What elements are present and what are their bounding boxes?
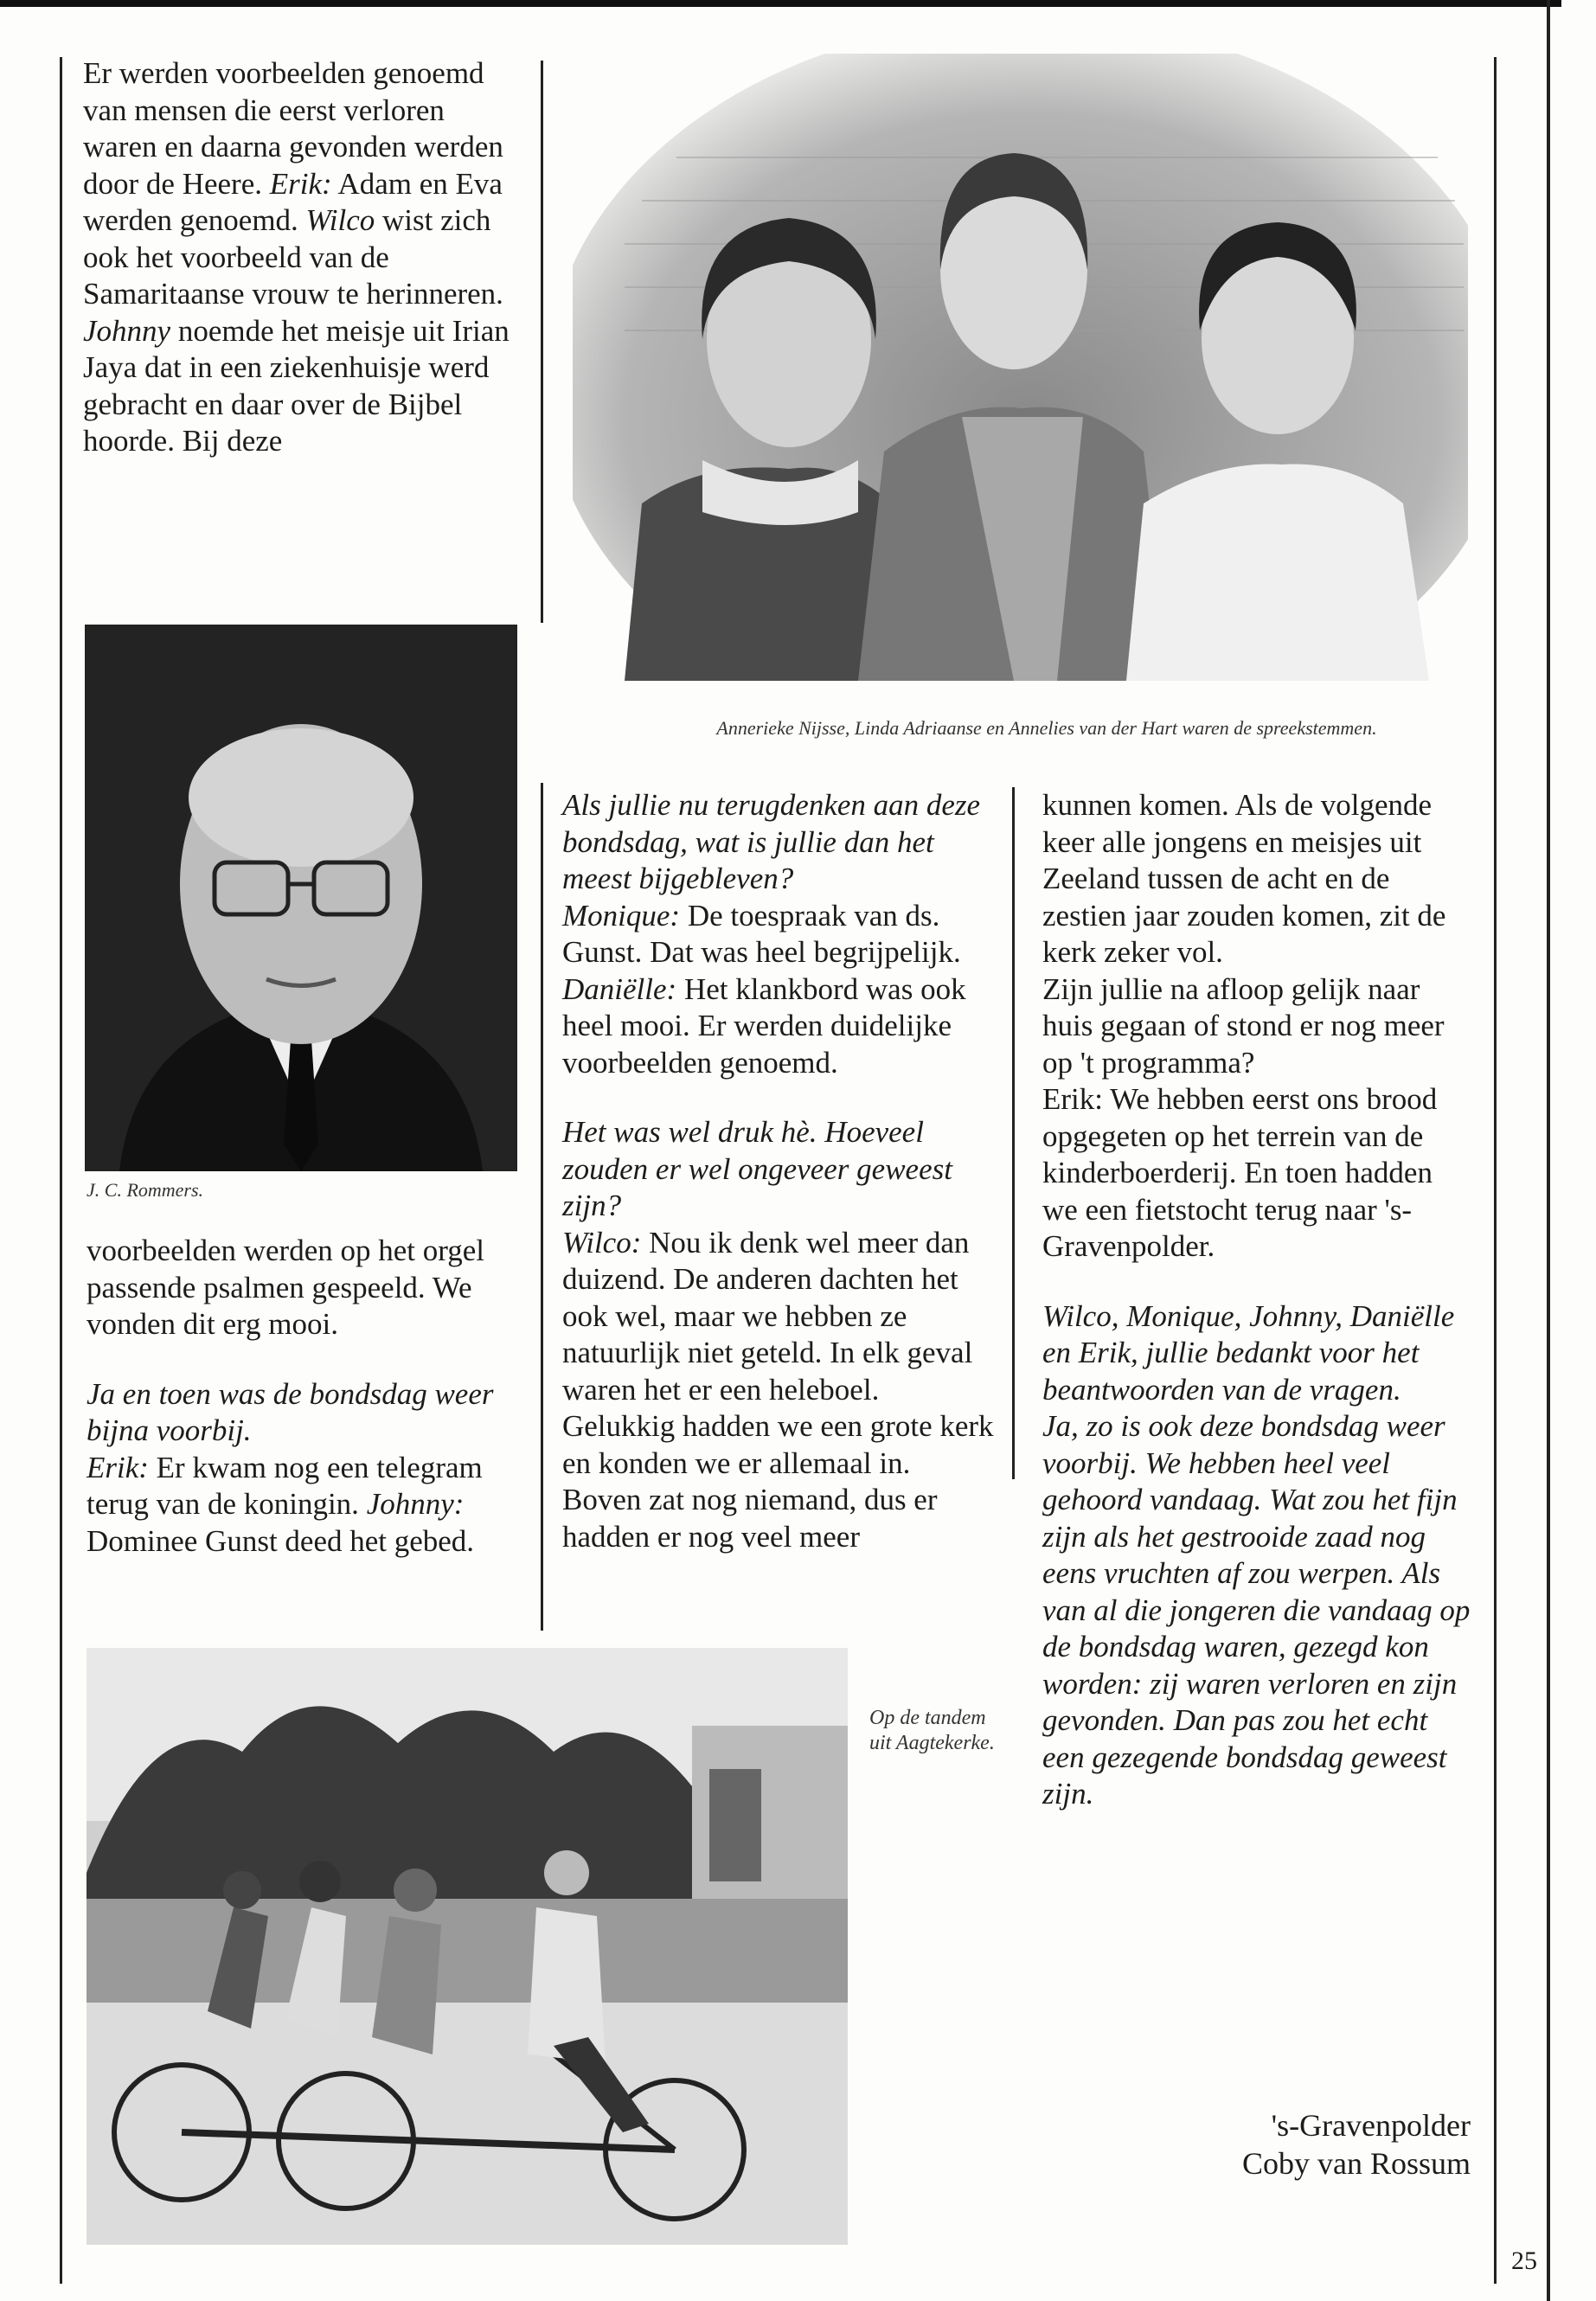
page-edge-rule [1547, 0, 1550, 2301]
right-column-text: kunnen komen. Als de volgende keer alle jongens en meisjes uit Zeeland tussen de acht en de zestien jaar zouden komen, zit de kerk zeker vol. Zijn jullie na afloop gelijk naar huis gegaan of stond er nog meer op 't programma? Erik: We hebben eerst ons brood opgegeten op het terrein van de kinderboerderij. En toen hadden we een fietstocht terug naar 's-Gravenpolder. Wilco, Monique, Johnny, Daniëlle en Erik, jullie bedankt voor het beantwoorden van de vragen. Ja, zo is ook deze bondsdag weer voorbij. We hebben heel veel gehoord vandaag. Wat zou het fijn zijn als het gestrooide zaad nog eens vruchten af zou werpen. Als van al die jongeren die vandaag op de bondsdag waren, gezegd kon worden: zij waren verloren en zijn gevonden. Dan pas zou het echt een gezegende bondsdag geweest zijn. [1042, 788, 1471, 1811]
left-margin-rule [60, 57, 62, 2284]
page-number: 25 [1511, 2247, 1537, 2275]
left-column-top-text: Er werden voorbeelden genoemd van mensen die eerst verloren waren en daarna gevonden werden door de Heere. Erik: Adam en Eva werden genoemd. Wilco wist zich ook het voorbeeld van de Samaritaanse vrouw te herinneren. Johnny noemde het meisje uit Irian Jaya dat in een ziekenhuisje werd gebracht en daar over de Bijbel hoorde. Bij deze [83, 56, 510, 458]
tandem-photo-caption: Op de tandem uit Aagtekerke. [869, 1707, 995, 1754]
tandem-photo [87, 1648, 848, 2245]
portrait-caption: J. C. Rommers. [87, 1179, 204, 1201]
portrait-photo [85, 625, 517, 1171]
signature [1107, 2106, 1471, 2182]
middle-column-text: Als jullie nu terugdenken aan deze bondsdag, wat is jullie dan het meest bijgebleven? Monique: De toespraak van ds. Gunst. Dat was heel begrijpelijk. Daniëlle: Het klankbord was ook heel mooi. Er werden duidelijke voorbeelden genoemd. Het was wel druk hè. Hoeveel zouden er wel ongeveer geweest zijn? Wilco: Nou ik denk wel meer dan duizend. De anderen dachten het ook wel, maar we hebben ze natuurlijk niet geteld. In elk geval waren het er een heleboel. Gelukkig hadden we een grote kerk en konden we er allemaal in. Boven zat nog niemand, dus er hadden er nog veel meer [562, 788, 994, 1554]
column-divider-middle [541, 783, 543, 1631]
group-photo-caption: Annerieke Nijsse, Linda Adriaanse en Annelies van der Hart waren de spreekstemmen. [716, 717, 1377, 739]
top-border [0, 0, 1561, 7]
column-divider-right [1012, 787, 1015, 1479]
signature-author: Coby van Rossum [1241, 2146, 1471, 2181]
right-margin-rule [1494, 57, 1497, 2284]
group-photo [573, 54, 1468, 681]
signature-place: 's-Gravenpolder [1271, 2108, 1471, 2143]
column-divider-left [541, 61, 543, 623]
left-column-bottom-text: voorbeelden werden op het orgel passende psalmen gespeeld. We vonden dit erg mooi. Ja en toen was de bondsdag weer bijna voorbij. Erik: Er kwam nog een telegram terug van de koningin. Johnny: Dominee Gunst deed het gebed. [87, 1234, 494, 1558]
